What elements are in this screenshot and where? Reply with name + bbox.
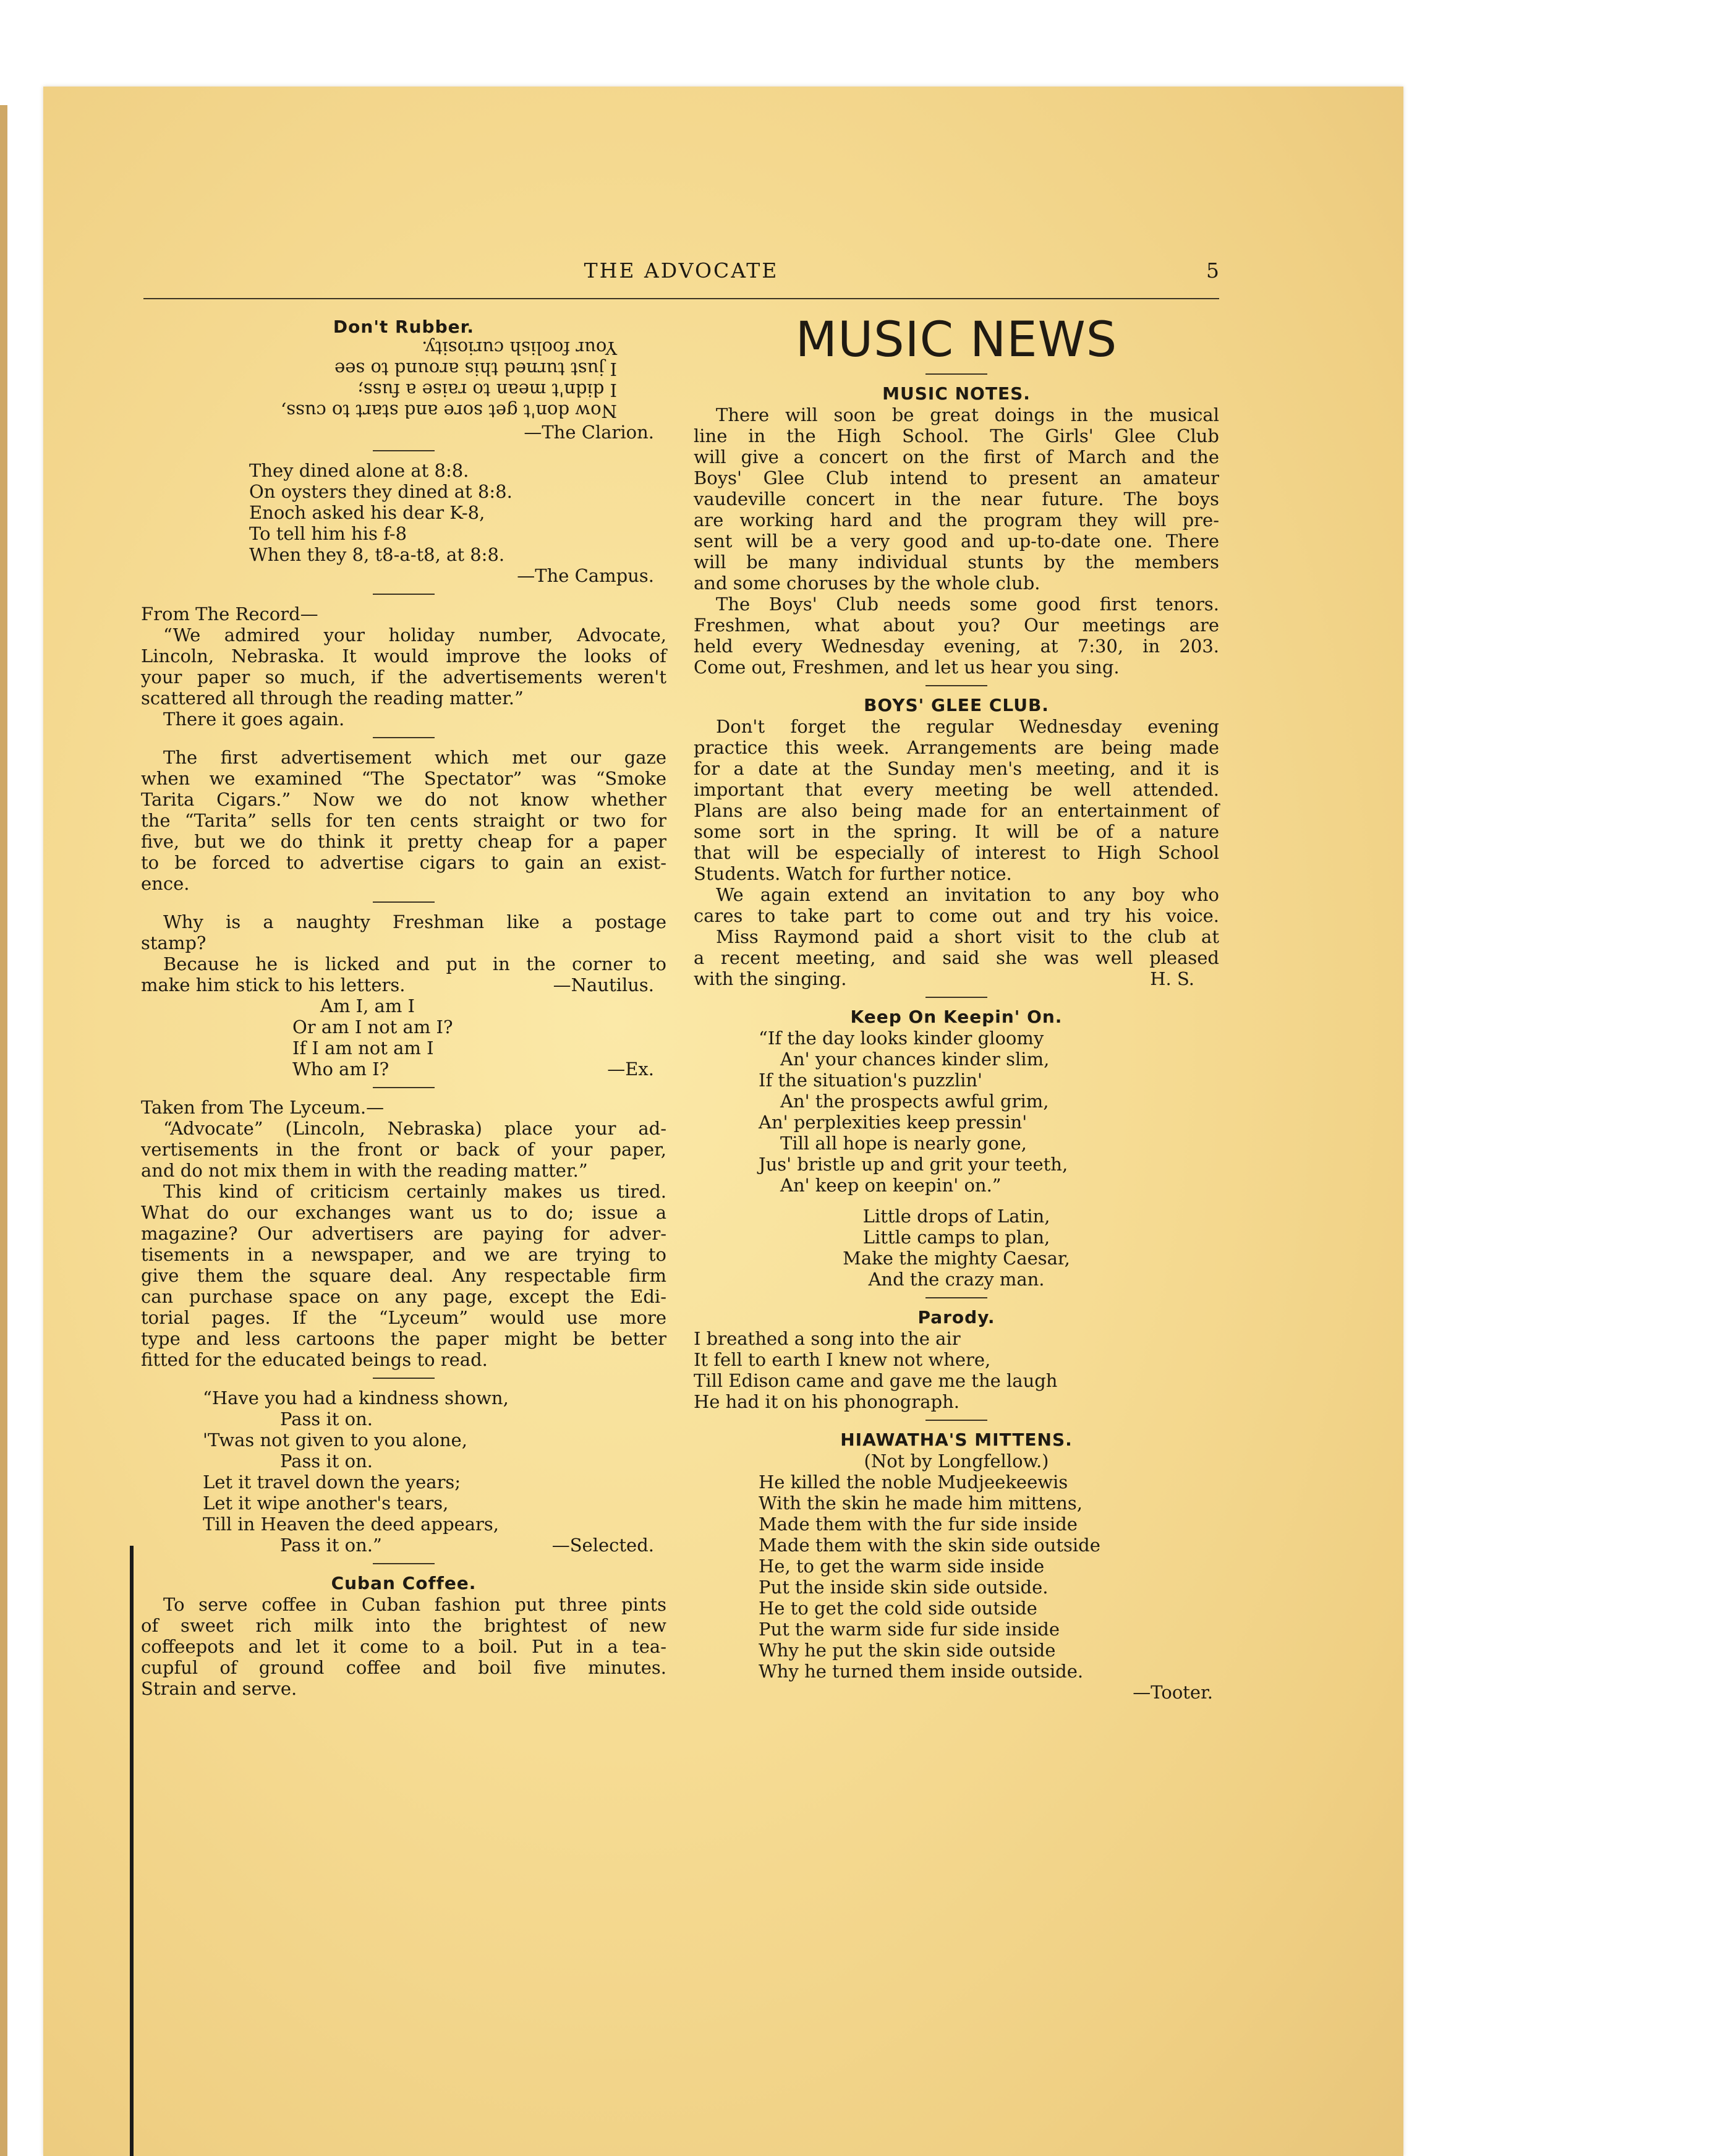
source-credit: —Selected. xyxy=(551,1535,654,1556)
verse-line: He to get the cold side outside xyxy=(759,1598,1037,1619)
text-line: important that every meeting be well attended. xyxy=(694,779,1219,800)
verse-line: Or am I not am I? xyxy=(292,1016,453,1038)
source-credit: —Tooter. xyxy=(1133,1682,1213,1703)
cuban-coffee-section xyxy=(141,1573,666,1699)
verse-line: If I am not am I xyxy=(292,1038,434,1059)
verse-line: He, to get the warm side inside xyxy=(759,1556,1045,1577)
verse-line: On oysters they dined at 8:8. xyxy=(249,481,513,502)
text-line: stamp? xyxy=(141,932,206,953)
text-line: type and less cartoons the paper might be better xyxy=(141,1328,666,1349)
keep-on-keepin-on-section xyxy=(694,1007,1219,1196)
text-line: tisements in a newspaper, and we are trying to xyxy=(141,1244,666,1265)
verse-line: An' keep on keepin' on.” xyxy=(780,1175,1002,1196)
verse-line: I breathed a song into the air xyxy=(694,1328,961,1349)
text-line: Tarita Cigars.” Now we do not know whether xyxy=(141,789,666,810)
text-line: magazine? Our advertisers are paying for adver- xyxy=(141,1223,666,1244)
section-title: MUSIC NOTES. xyxy=(882,383,1031,404)
text-line: We again extend an invitation to any boy who xyxy=(716,884,1219,905)
author-initials: H. S. xyxy=(1150,968,1194,989)
text-line: There will soon be great doings in the musical xyxy=(716,404,1219,425)
source-credit: —The Campus. xyxy=(517,565,654,586)
text-line: There it goes again. xyxy=(163,709,345,730)
verse-line: An' the prospects awful grim, xyxy=(780,1091,1049,1112)
text-line: practice this week. Arrangements are being made xyxy=(694,737,1219,758)
text-line: The Boys' Club needs some good first tenors. xyxy=(716,594,1219,615)
text-line: Students. Watch for further notice. xyxy=(694,863,1012,884)
verse-line: Now don't get sore and start to cuss, xyxy=(280,401,617,422)
verse-line: It fell to earth I knew not where, xyxy=(694,1349,991,1370)
line-with-credit xyxy=(141,1535,666,1556)
text-line: the “Tarita” sells for ten cents straight or two for xyxy=(141,810,666,831)
right-column xyxy=(694,309,1219,1703)
verse-line: Your foolish curiosity. xyxy=(422,338,617,359)
text-line: make him stick to his letters. xyxy=(141,974,406,995)
text-line: Strain and serve. xyxy=(141,1678,297,1699)
text-line: The first advertisement which met our gaze xyxy=(163,747,666,768)
spectator-item xyxy=(141,747,666,894)
verse-line: Make the mighty Caesar, xyxy=(843,1248,1070,1269)
text-line: fitted for the educated beings to read. xyxy=(141,1349,488,1370)
record-item xyxy=(141,603,666,730)
line-with-credit xyxy=(141,974,666,995)
text-line: give them the square deal. Any respectable firm xyxy=(141,1265,666,1286)
verse-line: And the crazy man. xyxy=(868,1269,1045,1290)
text-line: cares to take part to come out and try his voice. xyxy=(694,905,1219,926)
verse-line: Pass it on. xyxy=(280,1408,373,1430)
text-line: will give a concert on the first of March and the xyxy=(694,446,1219,467)
separator-rule xyxy=(373,1563,435,1564)
binding-line xyxy=(130,1546,134,2156)
text-line: Come out, Freshmen, and let us hear you sing. xyxy=(694,657,1120,678)
verse-line: Jus' bristle up and grit your teeth, xyxy=(759,1154,1068,1175)
separator-rule xyxy=(373,594,435,595)
item-intro: Taken from The Lyceum.— xyxy=(141,1097,385,1118)
verse-line: If the situation's puzzlin' xyxy=(759,1070,983,1091)
spacer xyxy=(694,1196,1219,1206)
verse-line: An' perplexities keep pressin' xyxy=(759,1112,1027,1133)
text-line: when we examined “The Spectator” was “Smoke xyxy=(141,768,666,789)
text-line: for a date at the Sunday men's meeting, and it is xyxy=(694,758,1219,779)
section-title: Keep On Keepin' On. xyxy=(850,1007,1063,1027)
verse-line: Till Edison came and gave me the laugh xyxy=(694,1370,1058,1391)
upside-down-verse xyxy=(141,338,666,422)
text-line: vertisements in the front or back of your paper, xyxy=(141,1139,666,1160)
verse-line: Pass it on.” xyxy=(280,1535,382,1556)
verse-line: Put the warm side fur side inside xyxy=(759,1619,1060,1640)
campus-poem xyxy=(141,460,666,565)
verse-line: An' your chances kinder slim, xyxy=(780,1049,1050,1070)
text-line: Plans are also being made for an entertainment of xyxy=(694,800,1219,821)
latin-verse xyxy=(694,1206,1219,1290)
line-with-credit xyxy=(141,1059,666,1080)
separator-rule xyxy=(925,1420,987,1421)
verse-line: “If the day looks kinder gloomy xyxy=(759,1028,1044,1049)
dont-rubber-section xyxy=(141,317,666,443)
verse-line: Little camps to plan, xyxy=(862,1227,1050,1248)
verse-line: Put the inside skin side outside. xyxy=(759,1577,1049,1598)
text-line: your paper so much, if the advertisements weren't xyxy=(141,667,666,688)
verse-line: Little drops of Latin, xyxy=(862,1206,1050,1227)
text-line: Miss Raymond paid a short visit to the club at xyxy=(716,926,1219,947)
section-subtitle: (Not by Longfellow.) xyxy=(864,1451,1049,1472)
text-line: some sort in the spring. It will be of a nature xyxy=(694,821,1219,842)
text-line: and some choruses by the whole club. xyxy=(694,573,1040,594)
section-title: Parody. xyxy=(917,1307,995,1327)
line-with-signature xyxy=(694,968,1219,989)
parody-section xyxy=(694,1307,1219,1412)
page-number: 5 xyxy=(1206,258,1219,283)
section-title: HIAWATHA'S MITTENS. xyxy=(840,1430,1073,1450)
verse-line: I just turned this around to see xyxy=(334,359,617,380)
text-line: Lincoln, Nebraska. It would improve the looks of xyxy=(141,646,666,667)
separator-rule xyxy=(373,901,435,903)
text-line: What do our exchanges want us to do; issue a xyxy=(141,1202,666,1223)
text-line: coffeepots and let it come to a boil. Put in a tea- xyxy=(141,1636,666,1657)
freshman-joke xyxy=(141,911,666,995)
verse-line: Made them with the fur side inside xyxy=(759,1514,1078,1535)
text-line: Why is a naughty Freshman like a postage xyxy=(163,911,666,932)
separator-rule xyxy=(925,373,987,375)
verse-line: Let it wipe another's tears, xyxy=(203,1493,449,1514)
section-title: BOYS' GLEE CLUB. xyxy=(864,695,1049,715)
lyceum-item xyxy=(141,1097,666,1370)
verse-line: Enoch asked his dear K-8, xyxy=(249,502,485,523)
source-credit: —The Clarion. xyxy=(524,422,654,443)
boys-glee-club-section xyxy=(694,695,1219,989)
verse-block xyxy=(694,1472,1219,1682)
text-line: a recent meeting, and said she was well pleased xyxy=(694,947,1219,968)
text-line: cupful of ground coffee and boil five minutes. xyxy=(141,1657,666,1678)
running-header xyxy=(143,258,1219,283)
separator-rule xyxy=(925,1297,987,1298)
text-line: line in the High School. The Girls' Glee Club xyxy=(694,425,1219,446)
text-line: “We admired your holiday number, Advocate, xyxy=(163,624,666,646)
source-credit: —Ex. xyxy=(607,1059,654,1080)
text-line: held every Wednesday evening, at 7:30, in 203. xyxy=(694,636,1219,657)
verse-line: Made them with the skin side outside xyxy=(759,1535,1100,1556)
text-line: and do not mix them in with the reading matter.” xyxy=(141,1160,588,1181)
text-line: are working hard and the program they will pre- xyxy=(694,509,1219,530)
separator-rule xyxy=(373,1087,435,1088)
verse-line: “Have you had a kindness shown, xyxy=(203,1387,509,1408)
separator-rule xyxy=(925,997,987,998)
music-news-masthead: MUSIC NEWS xyxy=(795,312,1118,368)
separator-rule xyxy=(373,450,435,451)
text-line: Freshmen, what about you? Our meetings are xyxy=(694,615,1219,636)
text-line: “Advocate” (Lincoln, Nebraska) place your ad- xyxy=(163,1118,666,1139)
verse-line: To tell him his f-8 xyxy=(249,523,407,544)
verse-line: Pass it on. xyxy=(280,1451,373,1472)
text-line: vaudeville concert in the near future. The boys xyxy=(694,488,1219,509)
verse-line: I didn't mean to raise a fuss; xyxy=(357,380,617,401)
verse-line: 'Twas not given to you alone, xyxy=(203,1430,467,1451)
verse-line: Why he put the skin side outside xyxy=(759,1640,1056,1661)
music-notes-section xyxy=(694,383,1219,678)
verse-line: Till all hope is nearly gone, xyxy=(780,1133,1027,1154)
am-i-verse xyxy=(141,995,666,1080)
verse-line: Who am I? xyxy=(292,1059,389,1080)
text-line: can purchase space on any page, except the Edi- xyxy=(141,1286,666,1307)
text-line: Don't forget the regular Wednesday evening xyxy=(716,716,1219,737)
separator-rule xyxy=(373,1378,435,1379)
verse-line: He killed the noble Mudjeekeewis xyxy=(759,1472,1068,1493)
text-line: will be many individual stunts by the members xyxy=(694,552,1219,573)
text-line: that will be especially of interest to High School xyxy=(694,842,1219,863)
verse-line: When they 8, t8-a-t8, at 8:8. xyxy=(249,544,505,565)
text-line: of sweet rich milk into the brightest of new xyxy=(141,1615,666,1636)
left-column xyxy=(141,317,666,1699)
text-line: sent will be a very good and up-to-date one. There xyxy=(694,530,1219,552)
text-line: Because he is licked and put in the corner to xyxy=(163,953,666,974)
text-line: scattered all through the reading matter.” xyxy=(141,688,524,709)
section-title: Cuban Coffee. xyxy=(331,1573,477,1593)
source-credit: —Nautilus. xyxy=(553,974,654,995)
verse-line: He had it on his phonograph. xyxy=(694,1391,959,1412)
separator-rule xyxy=(925,685,987,686)
section-title: Don't Rubber. xyxy=(333,317,475,337)
header-rule xyxy=(143,298,1219,299)
text-line: Boys' Glee Club intend to present an amateur xyxy=(694,467,1219,488)
item-intro: From The Record— xyxy=(141,603,318,624)
verse-line: Am I, am I xyxy=(320,995,415,1016)
text-line: To serve coffee in Cuban fashion put three pints xyxy=(163,1594,666,1615)
text-line: to be forced to advertise cigars to gain an exist- xyxy=(141,852,666,873)
kindness-poem xyxy=(141,1387,666,1556)
publication-title: THE ADVOCATE xyxy=(584,258,779,283)
verse-line: Why he turned them inside outside. xyxy=(759,1661,1084,1682)
page-edge-shadow xyxy=(0,105,7,2156)
text-line: torial pages. If the “Lyceum” would use more xyxy=(141,1307,666,1328)
text-line: ence. xyxy=(141,873,190,894)
text-line: five, but we do think it pretty cheap for a paper xyxy=(141,831,666,852)
verse-line: Till in Heaven the deed appears, xyxy=(203,1514,499,1535)
verse-line: With the skin he made him mittens, xyxy=(759,1493,1083,1514)
text-line: with the singing. xyxy=(694,968,847,989)
verse-line: Let it travel down the years; xyxy=(203,1472,461,1493)
hiawathas-mittens-section xyxy=(694,1430,1219,1703)
separator-rule xyxy=(373,737,435,738)
text-line: This kind of criticism certainly makes us tired. xyxy=(163,1181,666,1202)
verse-line: They dined alone at 8:8. xyxy=(249,460,469,481)
